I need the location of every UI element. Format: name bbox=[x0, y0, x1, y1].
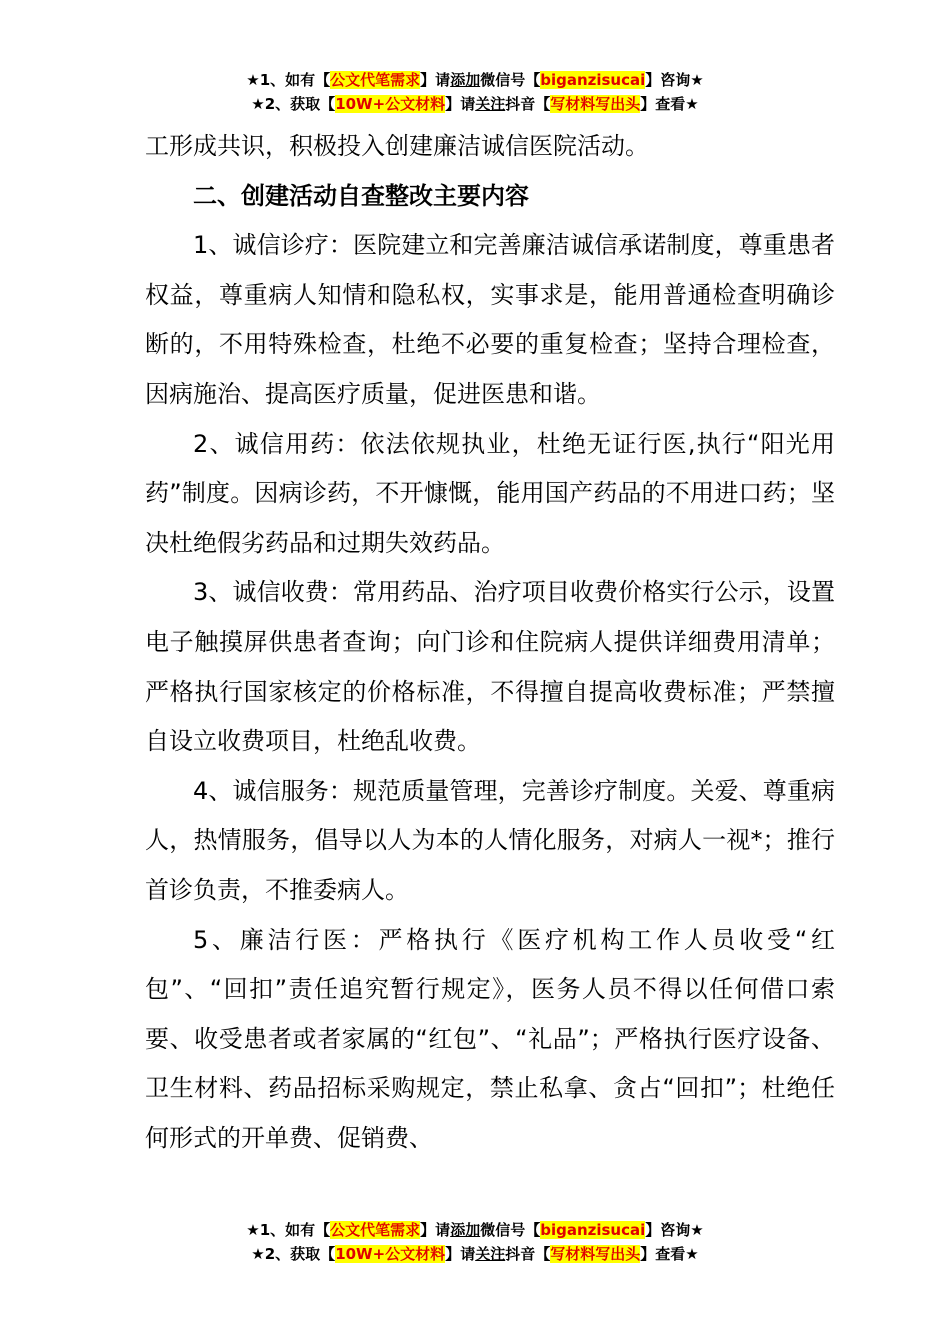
header-banner bbox=[0, 68, 950, 116]
section-heading: 二、创建活动自查整改主要内容 bbox=[193, 181, 529, 210]
highlight-service: 公文代笔需求 bbox=[330, 1221, 421, 1239]
highlight-douyin-id: 写材料写出头 bbox=[550, 95, 641, 113]
paragraph-honest-diagnosis: 1、诚信诊疗：医院建立和完善廉洁诚信承诺制度，尊重患者权益，尊重病人知情和隐私权，实事求是，能用普通检查明确诊断的，不用特殊检查，杜绝不必要的重复检查；坚持合理检查，因病施治、提高医疗质量，促进医患和谐。 bbox=[145, 231, 835, 408]
paragraph-continuation: 工形成共识，积极投入创建廉洁诚信医院活动。 bbox=[145, 132, 649, 160]
footer-banner bbox=[0, 1218, 950, 1266]
banner-line-1: ★1、如有【公文代笔需求】请添加微信号【biganzisucai】咨询★ bbox=[246, 1221, 704, 1239]
highlight-materials: 10W+公文材料 bbox=[335, 1245, 446, 1263]
paragraph-honest-medication: 2、诚信用药：依法依规执业，杜绝无证行医,执行“阳光用药”制度。因病诊药，不开慷慨，能用国产药品的不用进口药；坚决杜绝假劣药品和过期失效药品。 bbox=[145, 429, 835, 557]
paragraph-clean-practice: 5、廉洁行医：严格执行《医疗机构工作人员收受“红包”、“回扣”责任追究暂行规定》，医务人员不得以任何借口索要、收受患者或者家属的“红包”、“礼品”；严格执行医疗设备、卫生材料、药品招标采购规定，禁止私拿、贪占“回扣”；杜绝任何形式的开单费、促销费、 bbox=[145, 925, 835, 1152]
paragraph-honest-charging: 3、诚信收费：常用药品、治疗项目收费价格实行公示，设置电子触摸屏供患者查询；向门诊和住院病人提供详细费用清单；严格执行国家核定的价格标准，不得擅自提高收费标准；严禁擅自设立收费项目，杜绝乱收费。 bbox=[145, 578, 835, 756]
highlight-douyin-id: 写材料写出头 bbox=[550, 1245, 641, 1263]
highlight-wechat-id: biganzisucai bbox=[540, 71, 646, 89]
paragraph-honest-service: 4、诚信服务：规范质量管理，完善诊疗制度。关爱、尊重病人，热情服务，倡导以人为本的人情化服务，对病人一视*；推行首诊负责，不推委病人。 bbox=[145, 776, 835, 904]
banner-line-2: ★2、获取【10W+公文材料】请关注抖音【写材料写出头】查看★ bbox=[251, 95, 699, 113]
highlight-wechat-id: biganzisucai bbox=[540, 1221, 646, 1239]
highlight-materials: 10W+公文材料 bbox=[335, 95, 446, 113]
highlight-service: 公文代笔需求 bbox=[330, 71, 421, 89]
document-body bbox=[145, 122, 835, 1163]
banner-line-2: ★2、获取【10W+公文材料】请关注抖音【写材料写出头】查看★ bbox=[251, 1245, 699, 1263]
banner-line-1: ★1、如有【公文代笔需求】请添加微信号【biganzisucai】咨询★ bbox=[246, 71, 704, 89]
